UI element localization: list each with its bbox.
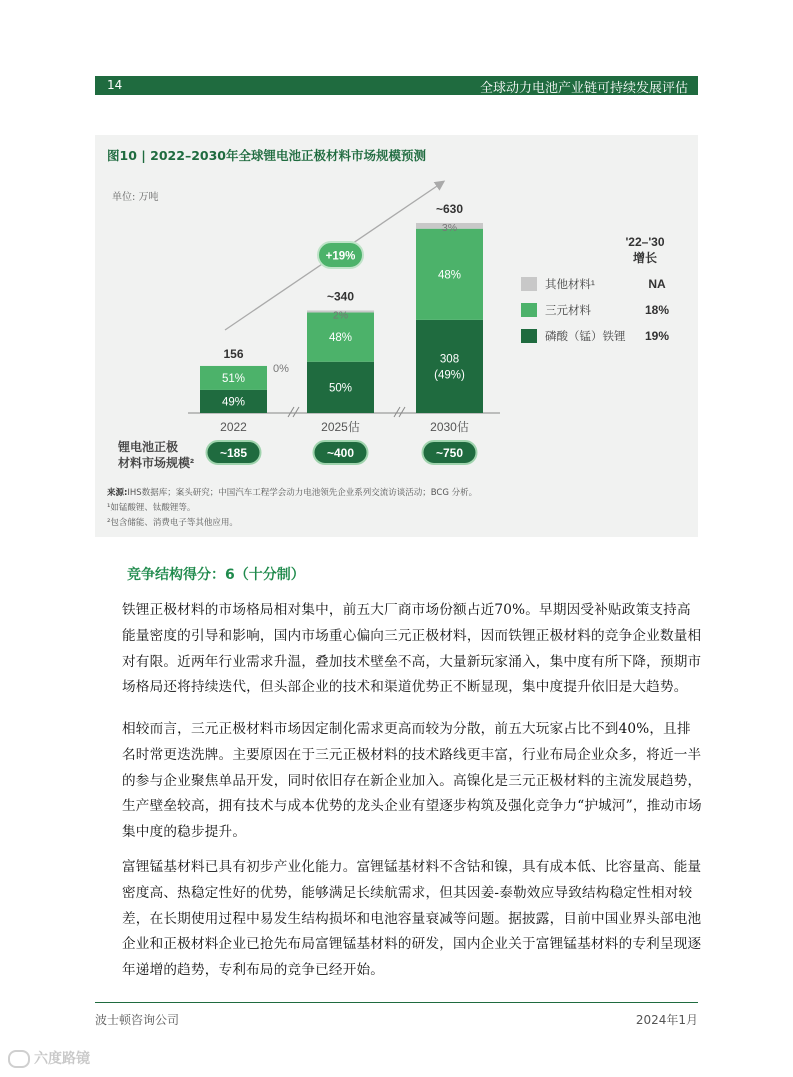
bar-total-label: 156 <box>223 346 244 361</box>
x-tick-label: 2022 <box>220 420 247 434</box>
sources-block <box>107 486 477 531</box>
sources-text: IHS数据库；案头研究；中国汽车工程学会动力电池领先企业系列交流访谈活动；BCG 分析。 <box>127 488 478 498</box>
legend-swatch <box>521 303 537 317</box>
legend-label: 其他材料¹ <box>545 279 595 291</box>
bar-value-label: 50% <box>328 382 353 395</box>
axis-break-mark <box>394 407 400 417</box>
figure-title: 图10 | 2022–2030年全球锂电池正极材料市场规模预测 <box>107 148 426 163</box>
row-label: 材料市场规模² <box>118 456 194 470</box>
bar-value-label: 48% <box>328 332 353 345</box>
x-tick-label: 2030估 <box>430 420 469 434</box>
legend-header: 增长 <box>632 251 658 265</box>
legend-header: '22–'30 <box>625 235 665 249</box>
bar-value-label: 51% <box>221 372 246 385</box>
bar-total-label: ~340 <box>326 289 355 304</box>
watermark-text: 六度路镜 <box>34 1051 90 1067</box>
market-size-value: ~185 <box>219 446 248 460</box>
growth-badge-text: +19% <box>325 250 356 263</box>
figure-box <box>95 135 698 537</box>
legend-growth: 18% <box>644 303 670 317</box>
section-heading: 竞争结构得分：6（十分制） <box>127 567 305 583</box>
paragraph-1: 铁锂正极材料的市场格局相对集中，前五大厂商市场份额占近70%。早期因受补贴政策支持高能量密度的引导和影响，国内市场重心偏向三元正极材料，因而铁锂正极材料的竞争企业数量相对有限。近两年行业需求升温，叠加技术壁垒不高，大量新玩家涌入，集中度有所下降，预期市场格局还将持续迭代，但头部企业的技术和渠道优势正不断显现，集中度提升依旧是大趋势。 <box>122 602 702 696</box>
row-label: 锂电池正极 <box>118 440 179 454</box>
report-title: 全球动力电池产业链可持续发展评估 <box>479 81 688 96</box>
bar-value-label: 49% <box>221 396 246 409</box>
watermark-logo-icon <box>8 1050 30 1068</box>
footer-company: 波士顿咨询公司 <box>95 1013 180 1027</box>
bar-total-label: ~630 <box>435 202 464 216</box>
legend-label: 三元材料 <box>545 305 591 317</box>
legend-swatch <box>521 329 537 343</box>
bar-value-label: (49%) <box>434 369 465 382</box>
footer-divider <box>95 1002 698 1003</box>
stacked-bar-chart <box>95 135 698 480</box>
legend-label: 磷酸（锰）铁锂 <box>545 331 626 343</box>
watermark <box>8 1048 90 1068</box>
legend-growth: NA <box>648 277 666 291</box>
paragraph-2: 相较而言，三元正极材料市场因定制化需求更高而较为分散，前五大玩家占比不到40%，且排名时常更迭洗牌。主要原因在于三元正极材料的技术路线更丰富，行业布局企业众多，将近一半的参与企业聚焦单品开发，同时依旧存在新企业加入。高镍化是三元正极材料的主流发展趋势，生产壁垒较高，拥有技术与成本优势的龙头企业有望逐步构筑及强化竞争力“护城河”，推动市场集中度的稳步提升。 <box>122 721 702 841</box>
bar-value-label: 48% <box>437 269 462 282</box>
market-size-value: ~750 <box>435 446 464 460</box>
paragraph-3: 富锂锰基材料已具有初步产业化能力。富锂锰基材料不含钴和镍，具有成本低、比容量高、能量密度高、热稳定性好的优势，能够满足长续航需求，但其因姜-泰勒效应导致结构稳定性相对较差，在长期使用过程中易发生结构损坏和电池容量衰减等问题。据披露，目前中国业界头部电池企业和正极材料企业已抢先布局富锂锰基材料的研发，国内企业关于富锂锰基材料的专利呈现逐年递增的趋势，专利布局的竞争已经开始。 <box>122 859 702 979</box>
axis-break-mark <box>293 407 299 417</box>
bar-other-label: 3% <box>441 222 458 234</box>
legend-growth: 19% <box>644 329 670 343</box>
footer-date: 2024年1月 <box>635 1013 698 1027</box>
x-tick-label: 2025估 <box>321 420 360 434</box>
axis-break-mark <box>288 407 294 417</box>
axis-break-mark <box>399 407 405 417</box>
footnote-1: ¹如锰酸锂、钛酸锂等。 <box>107 503 196 513</box>
bar-segment <box>416 320 483 413</box>
legend-swatch <box>521 277 537 291</box>
market-size-value: ~400 <box>326 446 355 460</box>
footnote-2: ²包含储能、消费电子等其他应用。 <box>107 518 238 528</box>
bar-value-label: 308 <box>439 353 460 366</box>
page-number: 14 <box>107 78 123 92</box>
unit-label: 单位: 万吨 <box>112 192 159 203</box>
header-bar <box>95 76 698 95</box>
bar-other-label: 2% <box>332 309 349 322</box>
bar-other-label: 0% <box>273 362 289 375</box>
sources-label: 来源: <box>107 488 128 498</box>
